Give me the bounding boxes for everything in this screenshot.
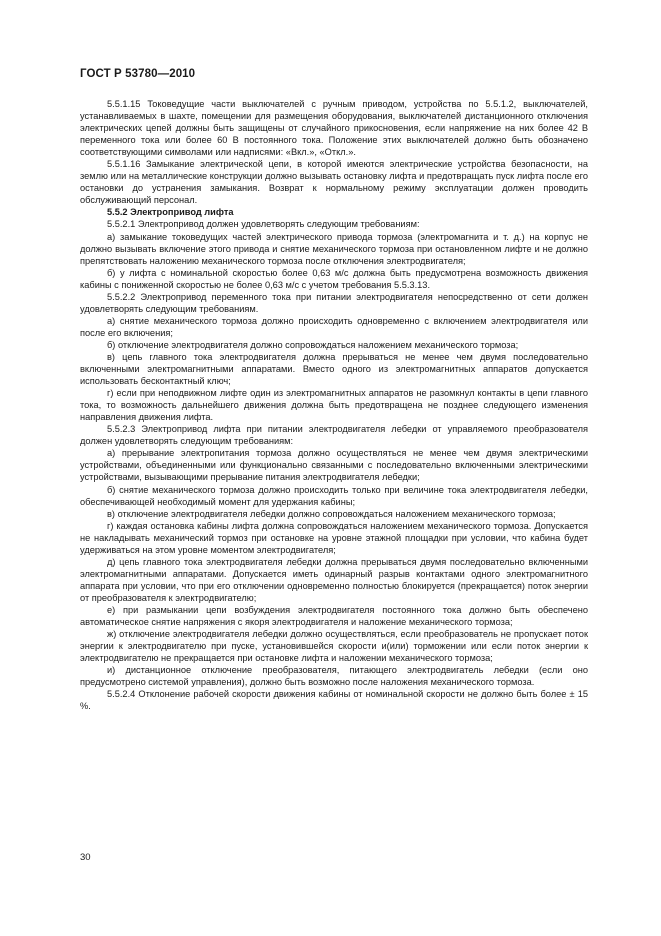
list-item-5-5-2-1-a: а) замыкание токоведущих частей электрического привода тормоза (электромагнита и т. д.) на корпус не должно вызывать включение этого привода и снятие механического тормоза при остановленном лифте и не должно препятствовать наложению механического тормоза после отключения электродвигателя; — [80, 231, 588, 266]
list-item-5-5-2-2-a: а) снятие механического тормоза должно происходить одновременно с включением электродвигателя или после его включения; — [80, 315, 588, 338]
list-item-5-5-2-3-i: и) дистанционное отключение преобразователя, питающего электродвигатель лебедки (если оно предусмотрено системой управления), должно быть возможно после наложения механического тормоза. — [80, 665, 588, 688]
list-item-5-5-2-3-zh: ж) отключение электродвигателя лебедки должно осуществляться, если преобразователь не пропускает поток энергии к электродвигателю при пуске, установившейся скорости и(или) торможении или если поток энергии к электродвигателю не прекращается при остановке лифта и наложении механического тормоза; — [80, 629, 588, 664]
paragraph-5-5-1-16: 5.5.1.16 Замыкание электрической цепи, в которой имеются электрические устройства безопасности, на землю или на металлические конструкции должно вызывать остановку лифта и предотвращать пуск лифта после его остановки до устранения замыкания. Возврат к нормальному режиму эксплуатации должен проводить обслуживающий персонал. — [80, 159, 588, 206]
list-item-5-5-2-3-b: б) снятие механического тормоза должно происходить только при величине тока электродвигателя лебедки, обеспечивающей необходимый момент для удержания кабины; — [80, 484, 588, 507]
list-item-5-5-2-3-g: г) каждая остановка кабины лифта должна сопровождаться наложением механического тормоза. Допускается не накладывать механический тормоз при остановке на уровне этажной площадки при условии, что кабина будет удерживаться на этом уровне моментом электродвигателя; — [80, 520, 588, 555]
list-item-5-5-2-2-g: г) если при неподвижном лифте один из электромагнитных аппаратов не разомкнул контакты в цепи главного тока, то возможность дальнейшего движения должна быть предотвращена не позднее следующего изменения направления движения лифта. — [80, 388, 588, 423]
list-item-5-5-2-3-e: е) при размыкании цепи возбуждения электродвигателя постоянного тока должно быть обеспечено автоматическое снятие напряжения с якоря электродвигателя и наложение механического тормоза; — [80, 604, 588, 628]
paragraph-5-5-2-4: 5.5.2.4 Отклонение рабочей скорости движения кабины от номинальной скорости не должно быть более ± 15 %. — [80, 689, 588, 712]
paragraph-5-5-2-2: 5.5.2.2 Электропривод переменного тока при питании электродвигателя непосредственно от сети должен удовлетворять следующим требованиям. — [80, 291, 588, 314]
paragraph-5-5-1-15: 5.5.1.15 Токоведущие части выключателей с ручным приводом, устройства по 5.5.1.2, выключателей, устанавливаемых в шахте, помещении для размещения оборудования, выключателей дистанционного отключения электрических цепей должны быть защищены от случайного прикосновения, если напряжение на них более 42 В переменного тока или более 60 В постоянного тока. Положение этих выключателей должно быть обозначено соответствующими символами или надписями: «Вкл.», «Откл.». — [80, 99, 588, 158]
document-body — [80, 98, 588, 712]
paragraph-5-5-2-1: 5.5.2.1 Электропривод должен удовлетворять следующим требованиям: — [107, 219, 420, 230]
list-item-5-5-2-3-a: а) прерывание электропитания тормоза должно осуществляться не менее чем двумя электрическими устройствами, объединенными или функционально связанными с последовательно включенными электрическими устройствами, вызывающими прерывание питания электродвигателя лебедки; — [80, 448, 588, 483]
list-item-5-5-2-2-v: в) цепь главного тока электродвигателя должна прерываться не менее чем двумя последовательно включенными электромагнитными аппаратами. Вместо одного из электромагнитных аппаратов допускается использовать бесконтактный ключ; — [80, 351, 588, 387]
list-item-5-5-2-3-d: д) цепь главного тока электродвигателя лебедки должна прерываться двумя последовательно включенными электромагнитными аппаратами. Допускается иметь одинарный разрыв контактами одного электромагнитного аппарата при условии, что при его отключении одновременно полностью блокируется (прекращается) поток энергии от преобразователя к электродвигателю; — [80, 556, 588, 603]
list-item-5-5-2-1-b: б) у лифта с номинальной скоростью более 0,63 м/с должна быть предусмотрена возможность движения кабины с пониженной скоростью не более 0,63 м/с с учетом требования 5.5.3.13. — [80, 267, 588, 290]
page-number: 30 — [80, 852, 91, 863]
paragraph-5-5-2-3: 5.5.2.3 Электропривод лифта при питании электродвигателя лебедки от управляемого преобразователя должен удовлетворять следующим требованиям: — [80, 424, 588, 447]
list-item-5-5-2-3-v: в) отключение электродвигателя лебедки должно сопровождаться наложением механического тормоза; — [107, 508, 556, 519]
list-item-5-5-2-2-b: б) отключение электродвигателя должно сопровождаться наложением механического тормоза; — [107, 339, 519, 350]
section-heading-5-5-2: 5.5.2 Электропривод лифта — [107, 207, 234, 218]
document-header: ГОСТ Р 53780—2010 — [80, 68, 196, 80]
